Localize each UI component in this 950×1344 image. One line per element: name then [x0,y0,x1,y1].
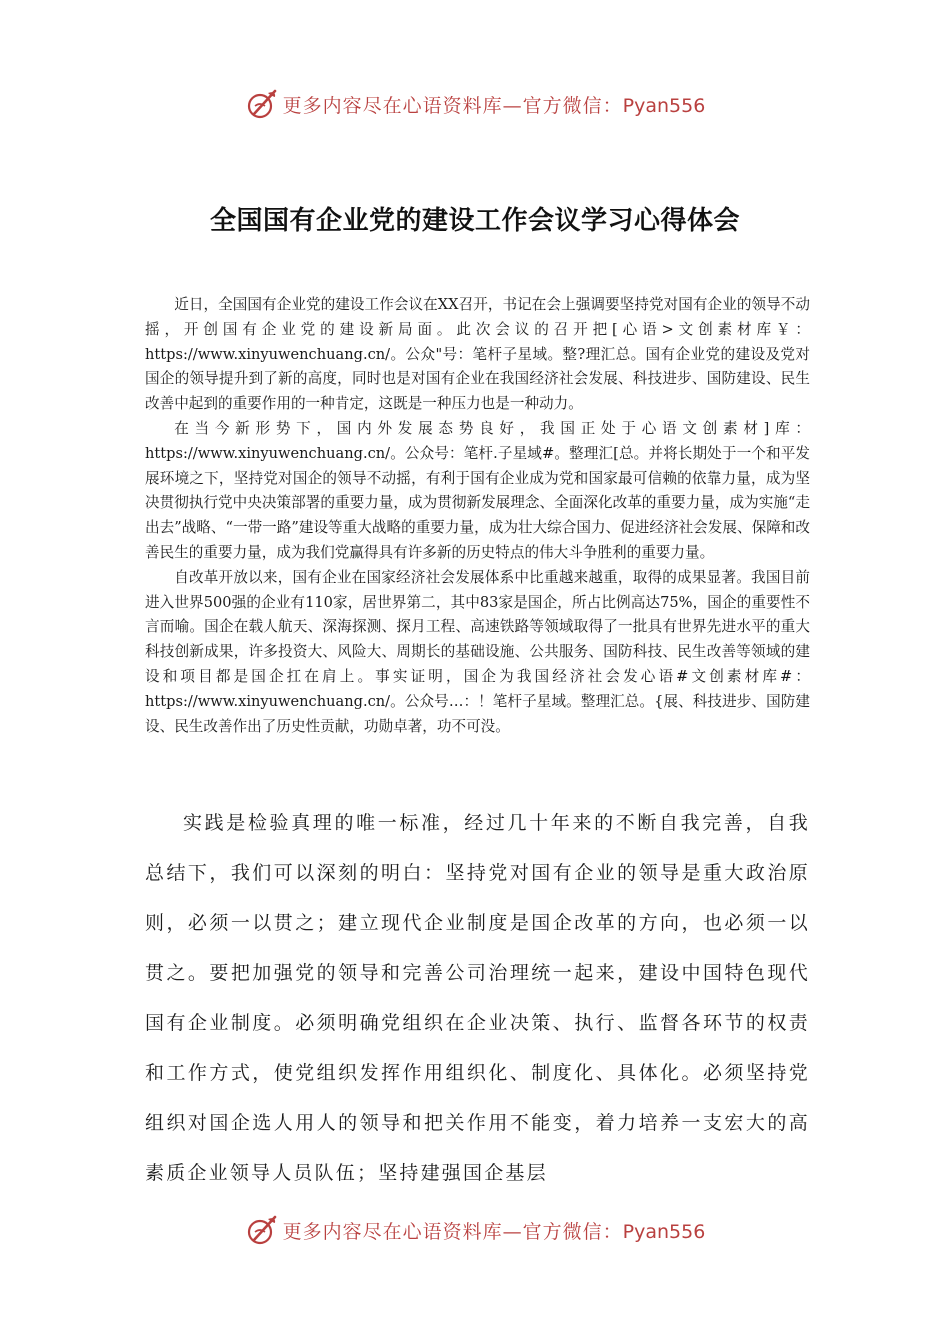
document-body-large [145,798,810,1198]
header-watermark-banner [0,84,950,124]
paragraph-4: 实践是检验真理的唯一标准，经过几十年来的不断自我完善，自我总结下，我们可以深刻的明白：坚持党对国有企业的领导是重大政治原则，必须一以贯之；建立现代企业制度是国企改革的方向，也必须一以贯之。要把加强党的领导和完善公司治理统一起来，建设中国特色现代国有企业制度。必须明确党组织在企业决策、执行、监督各环节的权责和工作方式，使党组织发挥作用组织化、制度化、具体化。必须坚持党组织对国企选人用人的领导和把关作用不能变，着力培养一支宏大的高素质企业领导人员队伍；坚持建强国企基层 [145,812,810,1184]
document-title: 全国国有企业党的建设工作会议学习心得体会 [209,206,740,236]
quill-logo-icon [245,87,279,121]
wechat-id: Pyan556 [622,1220,706,1243]
banner-text: 更多内容尽在心语资料库—官方微信：Pyan556 [282,1220,706,1243]
paragraph-3: 自改革开放以来，国有企业在国家经济社会发展体系中比重越来越重，取得的成果显著。我国目前进入世界500强的企业有110家，居世界第二，其中83家是国企，所占比例高达75%，国企的重要性不言而喻。国企在载人航天、深海探测、探月工程、高速铁路等领域取得了一批具有世界先进水平的重大科技创新成果，许多投资大、风险大、周期长的基础设施、公共服务、国防科技、民生改善等领域的建设和项目都是国企扛在肩上。事实证明，国企为我国经济社会发心语#文创素材库#：https://www.xinyuwenchuang.cn/。公众号…：！笔杆子星域。整理汇总。{展、科技进步、国防建设、民生改善作出了历史性贡献，功勋卓著，功不可没。 [145,568,810,735]
document-body [145,293,810,739]
footer-watermark-banner [0,1210,950,1250]
paragraph-1: 近日，全国国有企业党的建设工作会议在XX召开，书记在会上强调要坚持党对国有企业的领导不动摇，开创国有企业党的建设新局面。此次会议的召开把[心语>文创素材库￥：https://www.xinyuwenchuang.cn/。公众"号：笔杆子星域。整?理汇总。国有企业党的建设及党对国企的领导提升到了新的高度，同时也是对国有企业在我国经济社会发展、科技进步、国防建设、民生改善中起到的重要作用的一种肯定，这既是一种压力也是一种动力。 [145,296,810,413]
paragraph-2: 在当今新形势下，国内外发展态势良好，我国正处于心语文创素材]库：https://www.xinyuwenchuang.cn/。公众号：笔杆.子星域#。整理汇[总。并将长期处于一个和平发展环境之下，坚持党对国企的领导不动摇，有利于国有企业成为党和国家最可信赖的依靠力量，成为坚决贯彻执行党中央决策部署的重要力量，成为贯彻新发展理念、全面深化改革的重要力量，成为实施“走出去”战略、“一带一路”建设等重大战略的重要力量，成为壮大综合国力、促进经济社会发展、保障和改善民生的重要力量，成为我们党赢得具有许多新的历史特点的伟大斗争胜利的重要力量。 [145,419,810,561]
banner-text: 更多内容尽在心语资料库—官方微信：Pyan556 [282,94,706,117]
quill-logo-icon [245,1213,279,1247]
wechat-id: Pyan556 [622,94,706,117]
